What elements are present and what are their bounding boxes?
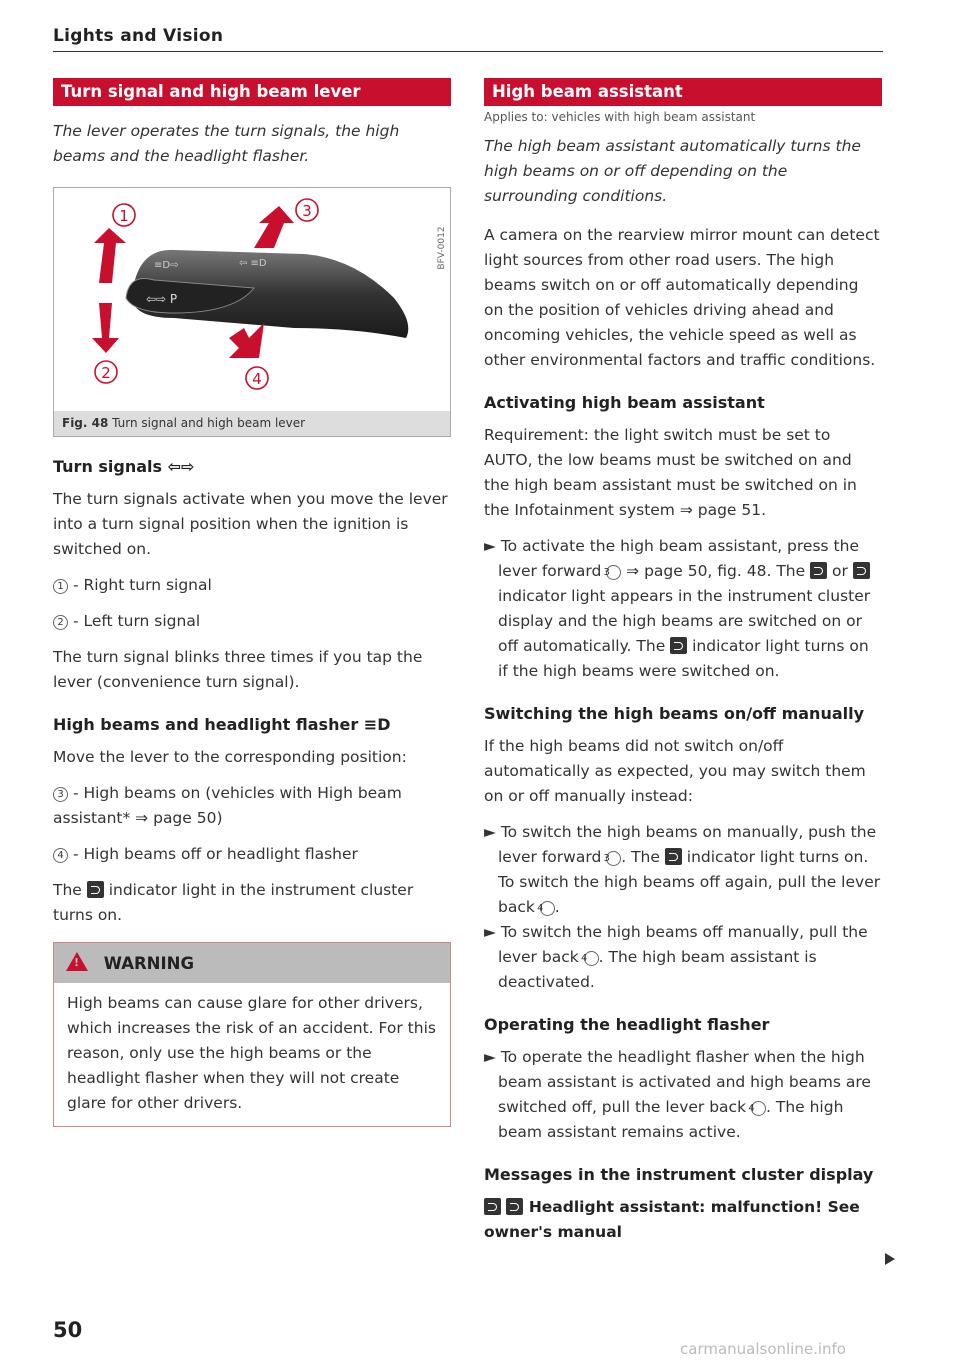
figure-caption-text: Turn signal and high beam lever [112,416,306,430]
warning-box [53,942,451,1127]
high-beam-assistant-indicator-icon [484,1198,501,1215]
heading-activating: Activating high beam assistant [484,393,765,412]
bullet-activate: ► To activate the high beam assistant, press the lever forward 3 ⇒ page 50, fig. 48. The or indicator light appears in the instrument cluster display and the high beams are switched on or off automatically. The indicator light turns on if the high beams were switched on. [484,537,871,680]
high-beam-assistant-indicator-icon [810,562,827,579]
arrow-back-4-icon [229,323,264,358]
warning-title: WARNING [103,954,194,973]
page-header-title: Lights and Vision [53,26,224,46]
svg-text:⇦⇨ P: ⇦⇨ P [146,292,178,306]
arrow-up-1-icon [94,228,126,283]
high-beam-assistant-auto-indicator-icon [853,562,870,579]
callout-3: 3 [302,202,312,220]
figure-48 [53,187,451,437]
high-beam-indicator-icon [670,637,687,654]
figure-code: BFV-0012 [437,226,447,270]
warning-header [54,943,450,983]
right-column [484,78,882,1245]
callout-ref-3: 3 [606,851,621,866]
callout-ref-3: 3 [606,565,621,580]
section-title-turn-signal: Turn signal and high beam lever [53,78,451,106]
page-header [53,26,883,52]
callout-ref-4: 4 [53,848,68,863]
continue-arrow-icon [885,1253,895,1265]
para-manual: If the high beams did not switch on/off automatically as expected, you may switch them on or off manually instead: [484,737,866,805]
heading-flasher: Operating the headlight flasher [484,1015,770,1034]
watermark: carmanualsonline.info [680,1340,846,1358]
para-requirement: Requirement: the light switch must be set to AUTO, the low beams must be switched on and the high beam assistant must be switched on in the Infotainment system ⇒ page 51. [484,426,857,519]
item-left-turn: 2 - Left turn signal [53,609,451,634]
heading-manual: Switching the high beams on/off manually [484,704,865,723]
svg-text:≡D⇨: ≡D⇨ [154,260,179,271]
high-beam-assistant-auto-indicator-icon [506,1198,523,1215]
high-beam-icon: ≡D [363,715,391,734]
para-indicator: The indicator light in the instrument cluster turns on. [53,881,414,924]
intro-turn-signal: The lever operates the turn signals, the high beams and the headlight flasher. [53,122,400,165]
bullet-manual-on: ► To switch the high beams on manually, push the lever forward 3 . The indicator light turns on. To switch the high beams off again, pull the lever back 4 . [484,823,881,916]
callout-ref-3: 3 [53,787,68,802]
section-title-high-beam-assistant: High beam assistant [484,78,882,106]
figure-caption [54,411,450,436]
lever-illustration [54,188,450,411]
warning-triangle-icon [66,952,88,971]
callout-2: 2 [101,364,111,382]
callout-ref-2: 2 [53,615,68,630]
arrow-forward-3-icon [254,206,294,248]
heading-messages: Messages in the instrument cluster display [484,1165,874,1184]
left-column [53,78,451,1127]
callout-ref-1: 1 [53,579,68,594]
lever-drawing [54,188,450,411]
arrow-down-2-icon [92,303,119,353]
item-right-turn: 1 - Right turn signal [53,573,451,598]
page-number: 50 [53,1318,83,1342]
high-beam-indicator-icon [87,881,104,898]
turn-signal-arrows-icon: ⇦⇨ [167,457,195,476]
warning-text: High beams can cause glare for other drivers, which increases the risk of an accident. For this reason, only use the high beams or the headlight flasher when they will not create glare for other drivers. [67,994,436,1112]
figure-caption-num: Fig. 48 [62,416,109,430]
callout-ref-4: 4 [751,1101,766,1116]
applies-to: Applies to: vehicles with high beam assistant [484,110,756,124]
high-beam-indicator-icon [665,848,682,865]
message-malfunction: Headlight assistant: malfunction! See owner's manual [484,1198,860,1241]
para-turn-signals-2: The turn signal blinks three times if you tap the lever (convenience turn signal). [53,648,423,691]
svg-text:⇦ ≡D: ⇦ ≡D [239,258,267,269]
para-turn-signals-1: The turn signals activate when you move the lever into a turn signal position when the ignition is switched on. [53,490,448,558]
callout-ref-4: 4 [584,951,599,966]
callout-1: 1 [119,207,129,225]
heading-high-beams: High beams and headlight flasher ≡D [53,715,391,734]
bullet-manual-off: ► To switch the high beams off manually, pull the lever back 4 . The high beam assistant is deactivated. [484,923,868,991]
bullet-flasher: ► To operate the headlight flasher when the high beam assistant is activated and high beams are switched off, pull the lever back 4 . The high beam assistant remains active. [484,1048,871,1141]
item-high-beams-on: 3 - High beams on (vehicles with High beam assistant* ⇒ page 50) [53,784,402,827]
callout-4: 4 [252,370,262,388]
callout-ref-4: 4 [540,901,555,916]
item-high-beams-off: 4 - High beams off or headlight flasher [53,842,451,867]
intro-high-beam-assistant: The high beam assistant automatically turns the high beams on or off depending on the surrounding conditions. [484,137,861,205]
heading-turn-signals: Turn signals ⇦⇨ [53,457,195,476]
para-high-beams-1: Move the lever to the corresponding position: [53,748,407,766]
para-camera: A camera on the rearview mirror mount can detect light sources from other road users. The high beams switch on or off automatically depending on the position of vehicles driving ahead and oncoming vehicles, the vehicle speed as well as other environmental factors and traffic conditions. [484,226,880,369]
